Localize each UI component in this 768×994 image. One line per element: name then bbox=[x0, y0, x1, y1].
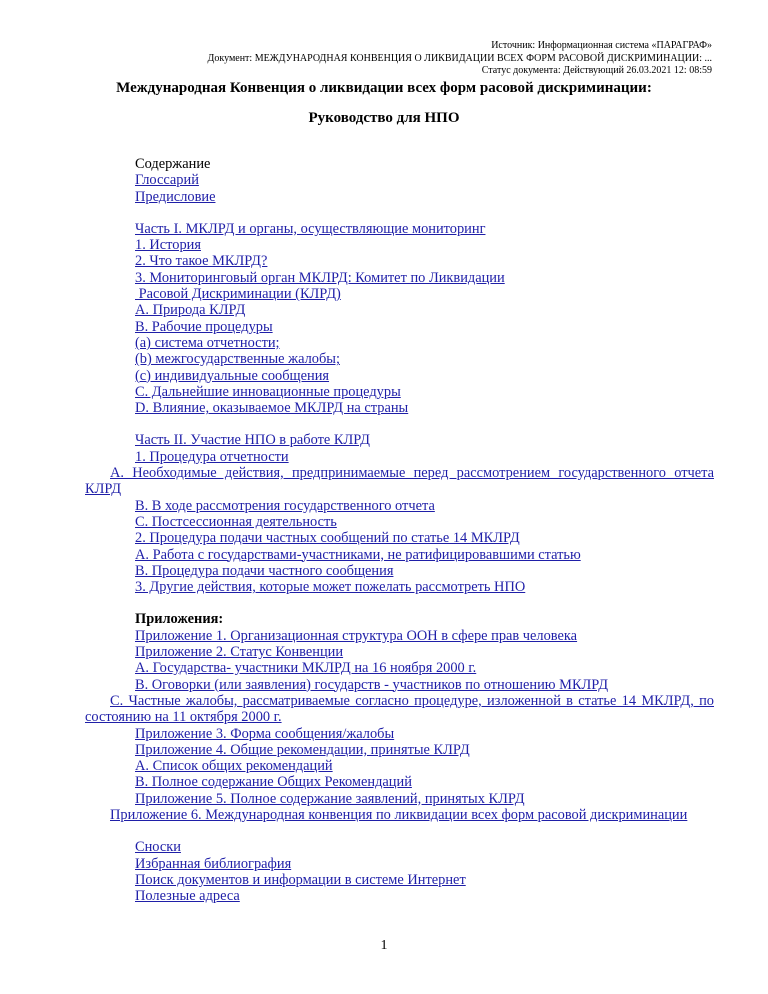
header-source: Источник: Информационная система «ПАРАГРАФ» bbox=[491, 40, 712, 51]
page-number: 1 bbox=[380, 938, 388, 953]
toc-link-annex3[interactable]: Приложение 3. Форма сообщения/жалобы bbox=[135, 725, 395, 742]
toc-link-monitoring-body[interactable]: 3. Мониторинговый орган МКЛРД: Комитет по Ликвидации bbox=[135, 269, 505, 286]
toc-link-innovative[interactable]: С. Дальнейшие инновационные процедуры bbox=[135, 383, 401, 400]
toc-link-bibliography[interactable]: Избранная библиография bbox=[135, 855, 292, 872]
toc-link-before-review[interactable]: А. Необходимые действия, предпринимаемые перед рассмотрением государственного отчета КЛРД bbox=[85, 465, 714, 498]
toc-link-annex1[interactable]: Приложение 1. Организационная структура ООН в сфере прав человека bbox=[135, 627, 578, 644]
toc-link-reporting-procedure[interactable]: 1. Процедура отчетности bbox=[135, 448, 289, 465]
toc-link-nonratifying[interactable]: А. Работа с государствами-участниками, не ратифицировавшими статью bbox=[135, 546, 581, 563]
toc-link-during-review[interactable]: В. В ходе рассмотрения государственного отчета bbox=[135, 497, 435, 514]
toc-link-annex5[interactable]: Приложение 5. Полное содержание заявлений, принятых КЛРД bbox=[135, 790, 525, 807]
toc-link-footnotes[interactable]: Сноски bbox=[135, 839, 181, 856]
document-header bbox=[72, 40, 712, 78]
toc-link-individual[interactable]: (с) индивидуальные сообщения bbox=[135, 367, 330, 384]
toc-link-addresses[interactable]: Полезные адреса bbox=[135, 888, 240, 905]
toc-link-procedures[interactable]: В. Рабочие процедуры bbox=[135, 318, 273, 335]
toc-heading: Содержание bbox=[135, 156, 211, 172]
table-of-contents bbox=[85, 156, 714, 905]
toc-link-post-session[interactable]: С. Постсессионная деятельность bbox=[135, 513, 337, 530]
document-subtitle: Руководство для НПО bbox=[308, 110, 460, 126]
toc-link-glossary[interactable]: Глоссарий bbox=[135, 172, 199, 189]
toc-link-preface[interactable]: Предисловие bbox=[135, 188, 216, 205]
toc-link-submission[interactable]: В. Процедура подачи частного сообщения bbox=[135, 562, 394, 579]
toc-link-impact[interactable]: D. Влияние, оказываемое МКЛРД на страны bbox=[135, 400, 409, 417]
toc-link-part1[interactable]: Часть I. МКЛРД и органы, осуществляющие мониторинг bbox=[135, 220, 486, 237]
toc-link-reservations[interactable]: В. Оговорки (или заявления) государств - участников по отношению МКЛРД bbox=[135, 676, 609, 693]
appendices-heading: Приложения: bbox=[135, 611, 224, 628]
document-title: Международная Конвенция о ликвидации всех форм расовой дискриминации: bbox=[116, 80, 652, 96]
header-status: Статус документа: Действующий 26.03.2021 12: 08:59 bbox=[481, 65, 712, 76]
toc-link-article14[interactable]: 2. Процедура подачи частных сообщений по статье 14 МКЛРД bbox=[135, 530, 520, 547]
toc-link-recommendations-list[interactable]: А. Список общих рекомендаций bbox=[135, 758, 333, 775]
toc-link-interstate[interactable]: (b) межгосударственные жалобы; bbox=[135, 351, 340, 368]
toc-link-history[interactable]: 1. История bbox=[135, 237, 201, 254]
toc-link-other-actions[interactable]: 3. Другие действия, которые может пожелать рассмотреть НПО bbox=[135, 579, 526, 596]
toc-link-recommendations-full[interactable]: В. Полное содержание Общих Рекомендаций bbox=[135, 774, 412, 791]
toc-link-nature[interactable]: А. Природа КЛРД bbox=[135, 302, 246, 319]
toc-link-monitoring-body-cont[interactable]: Расовой Дискриминации (КЛРД) bbox=[135, 286, 341, 303]
toc-link-states-parties[interactable]: А. Государства- участники МКЛРД на 16 ноября 2000 г. bbox=[135, 660, 477, 677]
toc-link-part2[interactable]: Часть II. Участие НПО в работе КЛРД bbox=[135, 432, 370, 449]
toc-link-annex2[interactable]: Приложение 2. Статус Конвенции bbox=[135, 644, 344, 661]
toc-link-private-complaints[interactable]: С. Частные жалобы, рассматриваемые согласно процедуре, изложенной в статье 14 МКЛРД, по состоянию на 11 октября 2000 г. bbox=[85, 692, 714, 726]
toc-link-reporting[interactable]: (а) система отчетности; bbox=[135, 334, 280, 351]
header-document: Документ: МЕЖДУНАРОДНАЯ КОНВЕНЦИЯ О ЛИКВИДАЦИИ ВСЕХ ФОРМ РАСОВОЙ ДИСКРИМИНАЦИИ: ... bbox=[207, 52, 712, 64]
toc-link-internet-search[interactable]: Поиск документов и информации в системе Интернет bbox=[135, 871, 466, 888]
toc-link-annex4[interactable]: Приложение 4. Общие рекомендации, принятые КЛРД bbox=[135, 741, 470, 758]
toc-link-annex6[interactable]: Приложение 6. Международная конвенция по ликвидации всех форм расовой дискриминации bbox=[110, 806, 688, 823]
toc-link-what-is[interactable]: 2. Что такое МКЛРД? bbox=[135, 253, 268, 270]
